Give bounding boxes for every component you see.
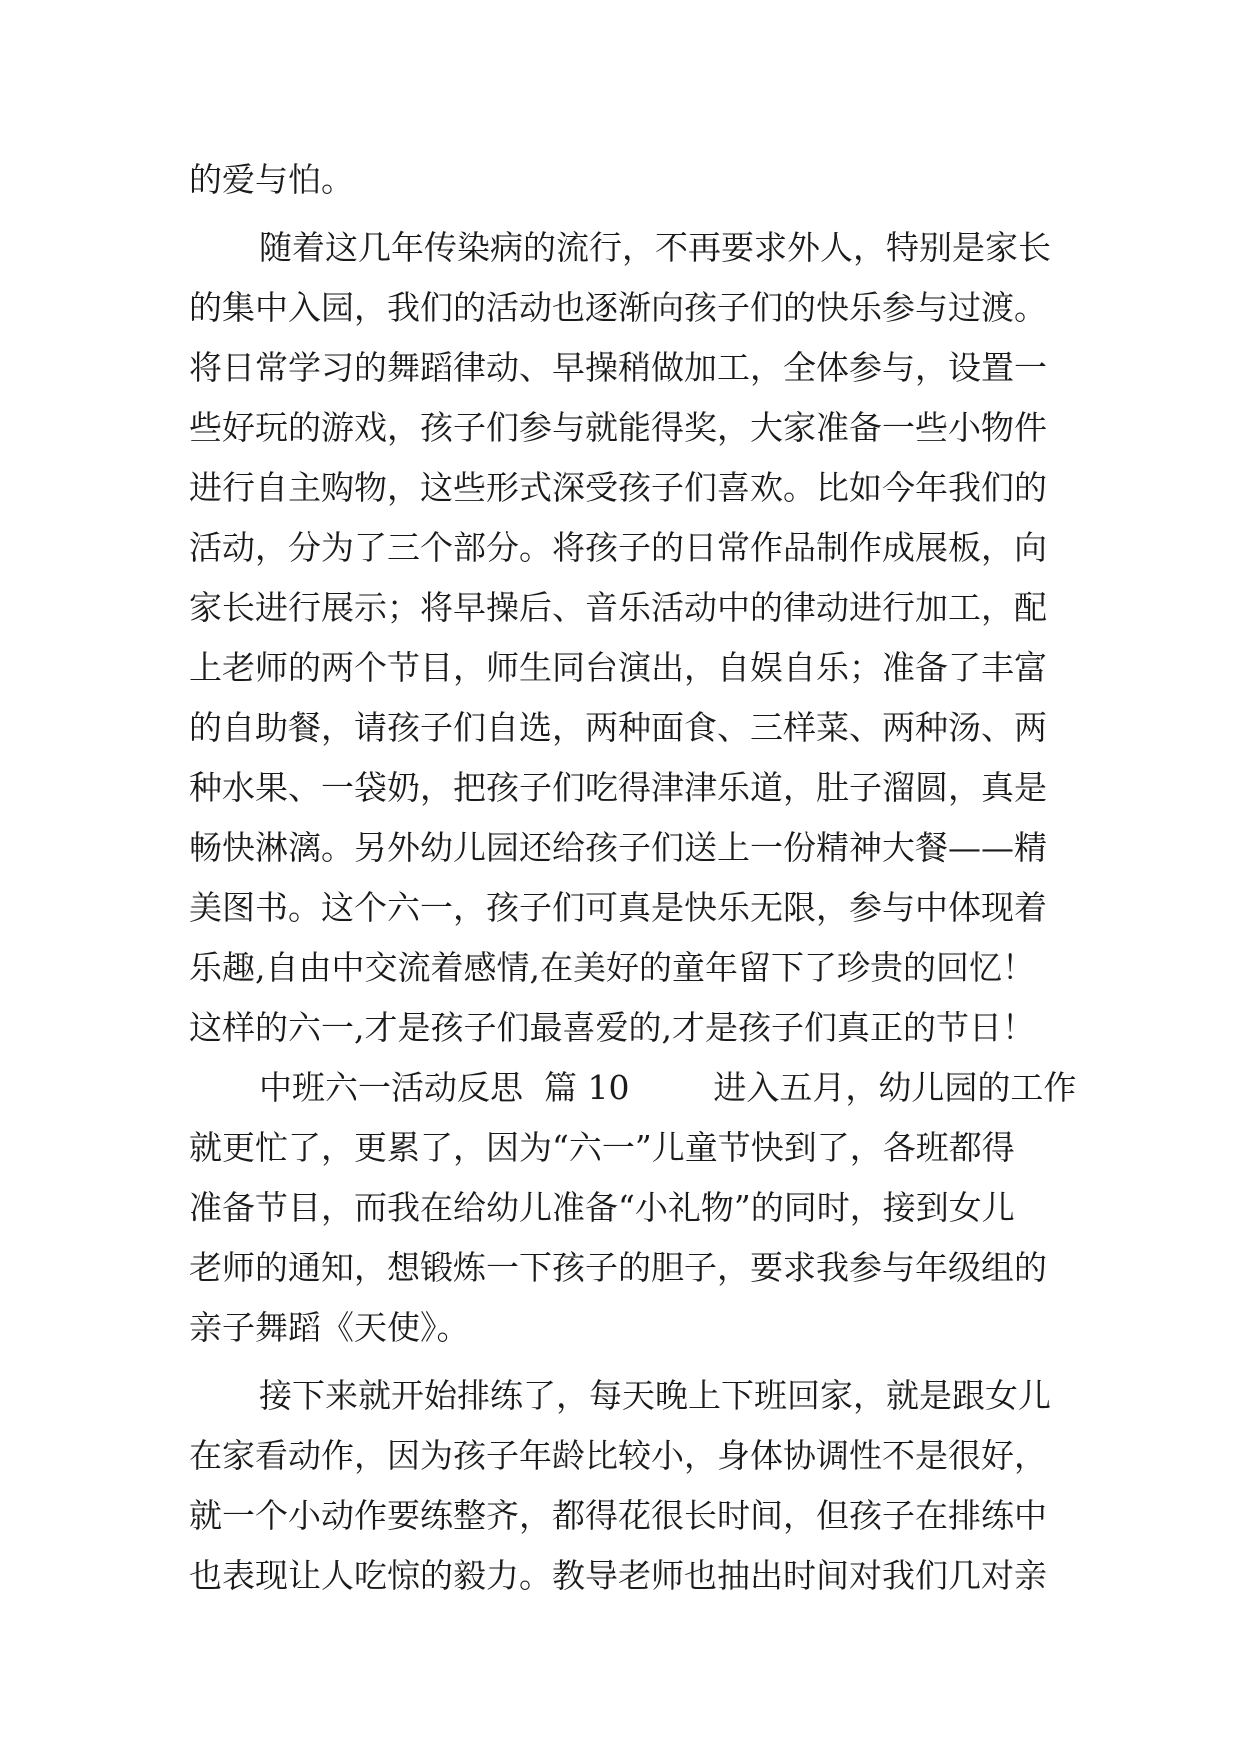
text-line: 就一个小动作要练整齐，都得花很长时间，但孩子在排练中 [189,1496,1047,1535]
text-line: 也表现让人吃惊的毅力。教导老师也抽出时间对我们几对亲 [189,1556,1047,1595]
text-line: 畅快淋漓。另外幼儿园还给孩子们送上一份精神大餐——精 [189,828,1047,867]
paragraph-start-line: 接下来就开始排练了，每天晚上下班回家，就是跟女儿 [259,1376,1051,1415]
text-line: 将日常学习的舞蹈律动、早操稍做加工，全体参与，设置一 [189,348,1047,387]
text-line: 乐趣,自由中交流着感情,在美好的童年留下了珍贵的回忆！ [189,948,1035,987]
text-line: 这样的六一,才是孩子们最喜爱的,才是孩子们真正的节日！ [189,1008,1035,1047]
text-line: 老师的通知，想锻炼一下孩子的胆子，要求我参与年级组的 [189,1248,1047,1287]
paragraph-start-line: 随着这几年传染病的流行，不再要求外人，特别是家长 [259,228,1051,267]
text-line: 家长进行展示；将早操后、音乐活动中的律动进行加工，配 [189,588,1047,627]
document-body [189,150,1077,1606]
text-line: 种水果、一袋奶，把孩子们吃得津津乐道，肚子溜圆，真是 [189,768,1047,807]
text-line: 的自助餐，请孩子们自选，两种面食、三样菜、两种汤、两 [189,708,1047,747]
text-line: 在家看动作，因为孩子年龄比较小，身体协调性不是很好， [189,1436,1047,1475]
text-line: 准备节目，而我在给幼儿准备“小礼物”的同时，接到女儿 [189,1188,1015,1227]
text-line: 些好玩的游戏，孩子们参与就能得奖，大家准备一些小物件 [189,408,1047,447]
text-line: 进行自主购物，这些形式深受孩子们喜欢。比如今年我们的 [189,468,1047,507]
text-line: 美图书。这个六一，孩子们可真是快乐无限，参与中体现着 [189,888,1047,927]
text-line: 上老师的两个节目，师生同台演出，自娱自乐；准备了丰富 [189,648,1047,687]
text-line: 的爱与怕。 [189,160,354,199]
text-line: 活动，分为了三个部分。将孩子的日常作品制作成展板，向 [189,528,1047,567]
text-line: 亲子舞蹈《天使》。 [189,1308,470,1347]
section-heading-line: 中班六一活动反思 篇 10 进入五月，幼儿园的工作 [259,1068,1077,1107]
text-line: 的集中入园，我们的活动也逐渐向孩子们的快乐参与过渡。 [189,288,1047,327]
text-line: 就更忙了，更累了，因为“六一”儿童节快到了，各班都得 [189,1128,1015,1167]
